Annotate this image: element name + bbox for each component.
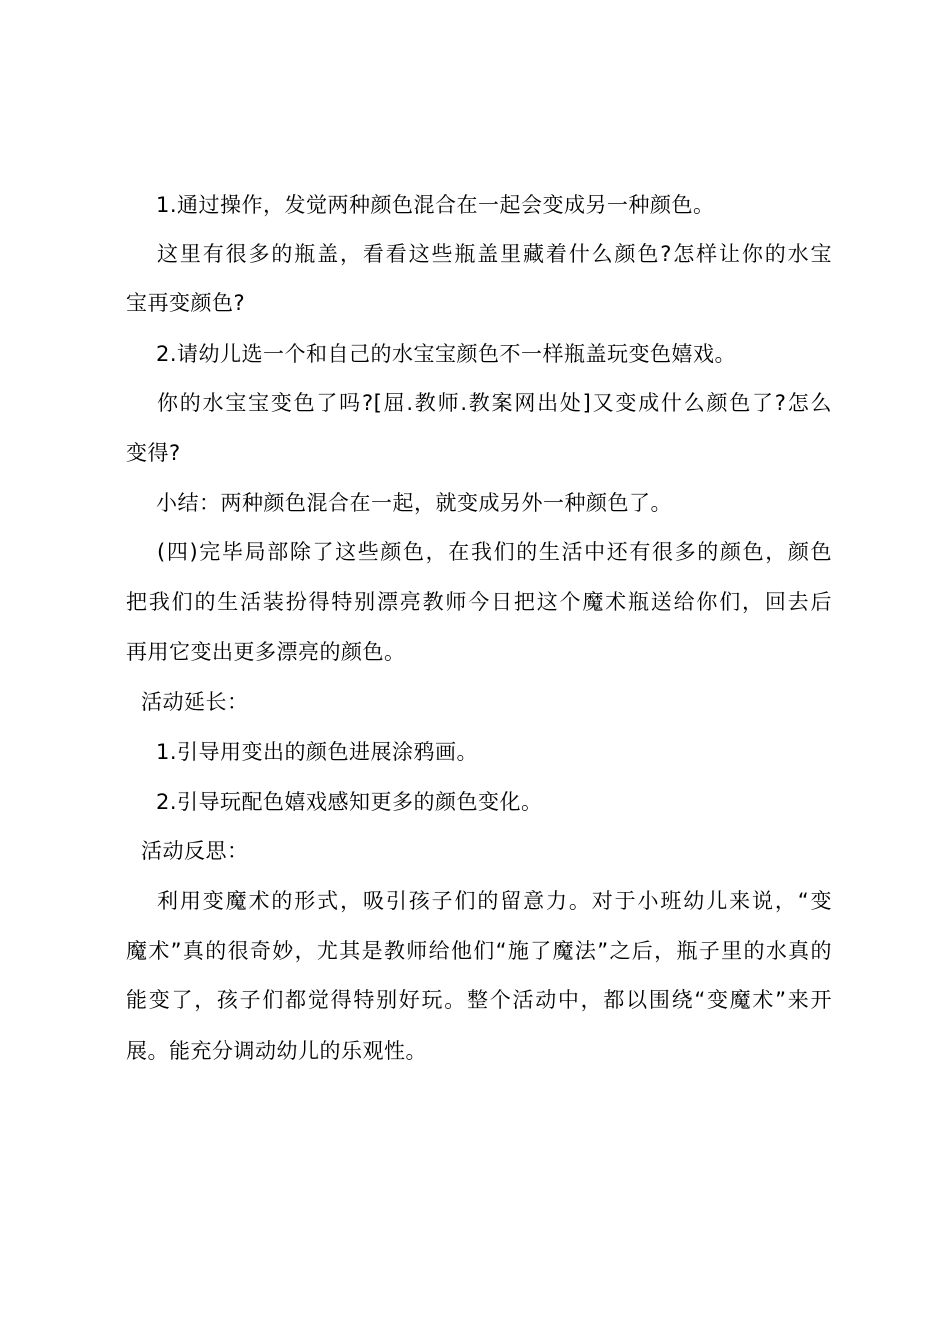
paragraph-line: 能变了，孩子们都觉得特别好玩。整个活动中，都以围绕“变魔术”来开 — [126, 988, 832, 1012]
paragraph-line: 变得? — [126, 441, 181, 465]
paragraph-line: 再用它变出更多漂亮的颜色。 — [126, 640, 406, 664]
paragraph-line: 2.引导玩配色嬉戏感知更多的颜色变化。 — [156, 790, 543, 814]
paragraph-line: 魔术”真的很奇妙，尤其是教师给他们“施了魔法”之后，瓶子里的水真的 — [126, 939, 832, 963]
paragraph-line: 1.通过操作，发觉两种颜色混合在一起会变成另一种颜色。 — [156, 193, 715, 217]
paragraph-line: 这里有很多的瓶盖，看看这些瓶盖里藏着什么颜色?怎样让你的水宝 — [157, 242, 832, 266]
paragraph-line: 1.引导用变出的颜色进展涂鸦画。 — [156, 740, 479, 764]
paragraph-line: 把我们的生活装扮得特别漂亮教师今日把这个魔术瓶送给你们，回去后 — [126, 590, 832, 614]
paragraph-line: 小结：两种颜色混合在一起，就变成另外一种颜色了。 — [156, 491, 672, 515]
paragraph-line: 利用变魔术的形式，吸引孩子们的留意力。对于小班幼儿来说，“变 — [157, 889, 832, 913]
paragraph-line: (四)完毕局部除了这些颜色，在我们的生活中还有很多的颜色，颜色 — [157, 540, 832, 564]
section-heading: 活动反思： — [141, 839, 249, 863]
section-heading: 活动延长： — [141, 690, 249, 714]
paragraph-line: 2.请幼儿选一个和自己的水宝宝颜色不一样瓶盖玩变色嬉戏。 — [156, 342, 737, 366]
paragraph-line: 展。能充分调动幼儿的乐观性。 — [126, 1039, 427, 1063]
paragraph-line: 宝再变颜色? — [126, 291, 246, 315]
paragraph-line: 你的水宝宝变色了吗?[屈.教师.教案网出处]又变成什么颜色了?怎么 — [157, 391, 832, 415]
